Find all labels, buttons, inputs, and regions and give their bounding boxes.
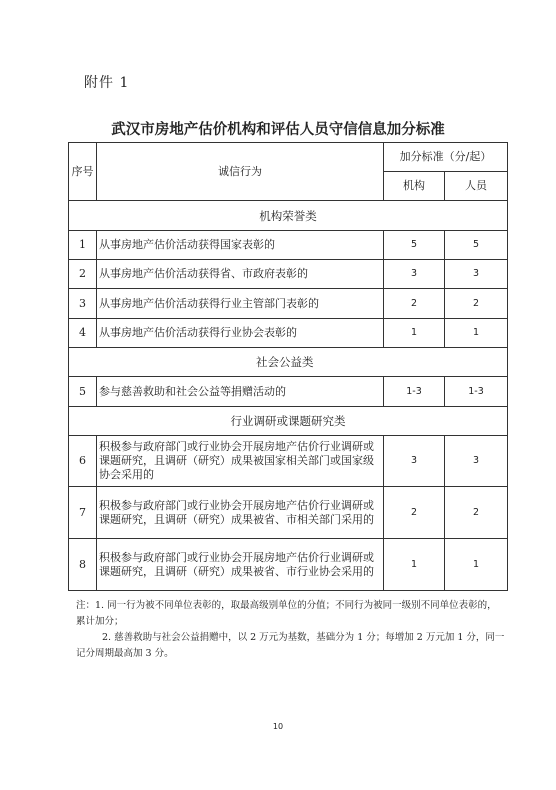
row-desc: 从事房地产估价活动获得行业协会表彰的: [97, 319, 384, 348]
row-seq: 6: [69, 436, 97, 487]
score-table: [68, 142, 508, 591]
page-number: 10: [272, 722, 284, 731]
table-row: [69, 436, 508, 487]
table-row: [69, 539, 508, 591]
table-row: [69, 377, 508, 407]
table-row: [69, 260, 508, 289]
row-person-score: 3: [445, 436, 508, 487]
row-org-score: 1: [384, 539, 445, 591]
row-org-score: 1: [384, 319, 445, 348]
row-person-score: 1: [445, 319, 508, 348]
row-seq: 2: [69, 260, 97, 289]
row-person-score: 2: [445, 289, 508, 319]
row-person-score: 1-3: [445, 377, 508, 407]
category-research: 行业调研或课题研究类: [69, 407, 508, 436]
row-org-score: 1-3: [384, 377, 445, 407]
row-org-score: 2: [384, 487, 445, 539]
row-seq: 7: [69, 487, 97, 539]
row-desc: 积极参与政府部门或行业协会开展房地产估价行业调研或课题研究，且调研（研究）成果被国家相关部门或国家级协会采用的: [97, 436, 384, 487]
row-org-score: 3: [384, 260, 445, 289]
row-org-score: 3: [384, 436, 445, 487]
row-seq: 5: [69, 377, 97, 407]
row-org-score: 5: [384, 231, 445, 260]
table-row: [69, 319, 508, 348]
category-honor: 机构荣誉类: [69, 201, 508, 231]
table-notes: [76, 598, 506, 662]
row-desc: 从事房地产估价活动获得省、市政府表彰的: [97, 260, 384, 289]
header-person: 人员: [445, 172, 508, 201]
row-person-score: 3: [445, 260, 508, 289]
row-seq: 4: [69, 319, 97, 348]
row-desc: 积极参与政府部门或行业协会开展房地产估价行业调研或课题研究，且调研（研究）成果被省、市相关部门采用的: [97, 487, 384, 539]
row-seq: 1: [69, 231, 97, 260]
table-row: [69, 231, 508, 260]
document-title: 武汉市房地产估价机构和评估人员守信信息加分标准: [111, 122, 445, 138]
header-org: 机构: [384, 172, 445, 201]
row-desc: 积极参与政府部门或行业协会开展房地产估价行业调研或课题研究，且调研（研究）成果被省、市行业协会采用的: [97, 539, 384, 591]
row-org-score: 2: [384, 289, 445, 319]
row-desc: 参与慈善救助和社会公益等捐赠活动的: [97, 377, 384, 407]
row-desc: 从事房地产估价活动获得行业主管部门表彰的: [97, 289, 384, 319]
header-standard: 加分标准（分/起）: [384, 143, 508, 172]
attachment-label: 附件 1: [84, 75, 130, 91]
row-desc: 从事房地产估价活动获得国家表彰的: [97, 231, 384, 260]
row-seq: 8: [69, 539, 97, 591]
note-1: 注：1. 同一行为被不同单位表彰的，取最高级别单位的分值；不同行为被同一级别不同单位表彰的，累计加分；: [76, 600, 497, 627]
table-row: [69, 289, 508, 319]
row-person-score: 5: [445, 231, 508, 260]
row-person-score: 1: [445, 539, 508, 591]
row-seq: 3: [69, 289, 97, 319]
header-behavior: 诚信行为: [97, 143, 384, 201]
table-row: [69, 487, 508, 539]
header-seq: 序号: [69, 143, 97, 201]
row-person-score: 2: [445, 487, 508, 539]
note-2: 2. 慈善救助与社会公益捐赠中，以 2 万元为基数，基础分为 1 分；每增加 2 万元加 1 分，同一记分周期最高加 3 分。: [76, 632, 505, 659]
category-public-welfare: 社会公益类: [69, 348, 508, 377]
